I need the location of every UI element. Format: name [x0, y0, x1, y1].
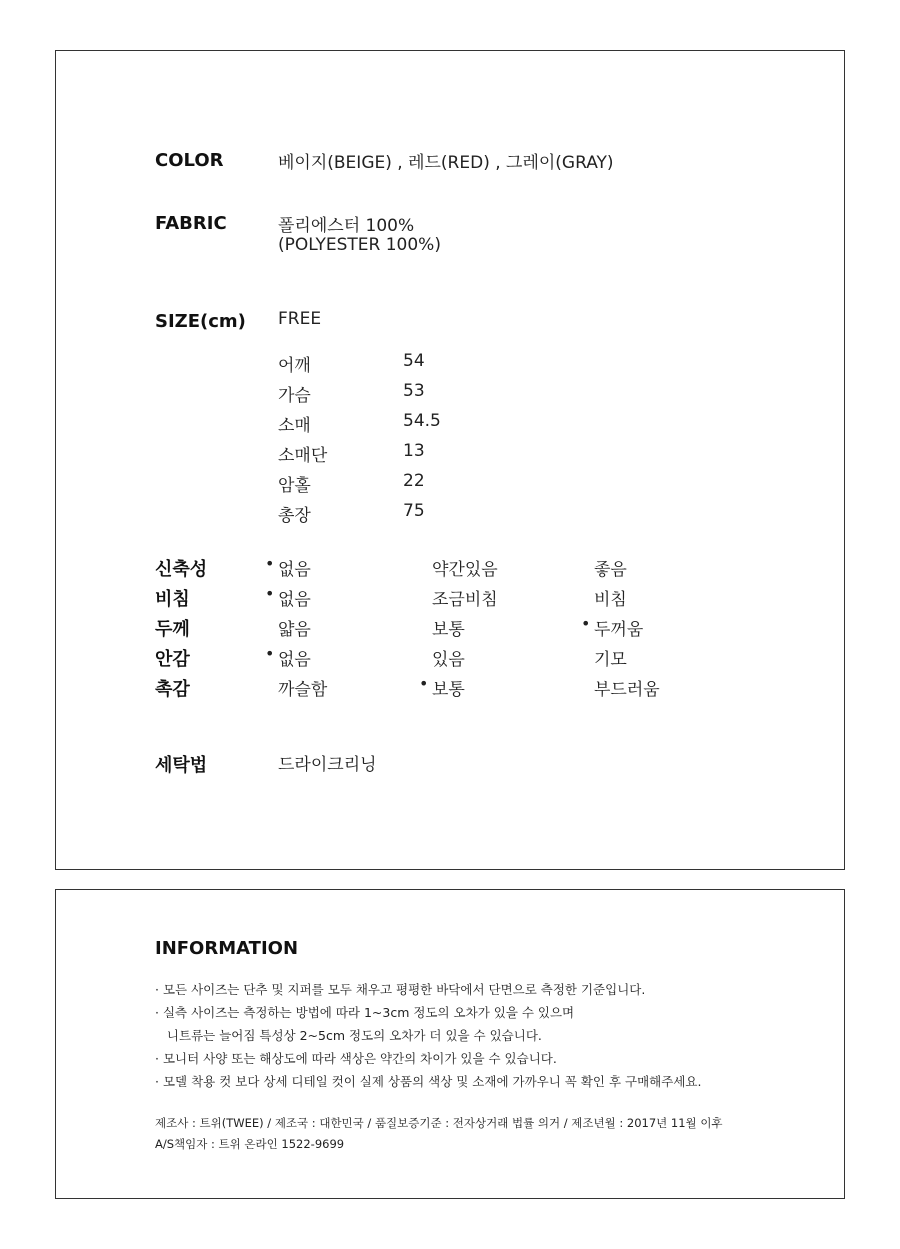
attribute-option: 비침: [594, 590, 627, 610]
attribute-label: 두께: [155, 619, 190, 640]
attribute-label: 신축성: [155, 559, 208, 580]
info-note: · 모델 착용 컷 보다 상세 디테일 컷이 실제 상품의 색상 및 소재에 가까우니 꼭 확인 후 구매해주세요.: [155, 1074, 702, 1089]
attribute-option: 부드러움: [594, 680, 660, 700]
fabric-label: FABRIC: [155, 213, 227, 234]
attribute-option-selected: • 없음: [278, 645, 311, 670]
info-note: 니트류는 늘어짐 특성상 2~5cm 정도의 오차가 더 있을 수 있습니다.: [155, 1028, 542, 1043]
size-value: FREE: [278, 309, 322, 329]
attribute-option: 까슬함: [278, 680, 328, 700]
size-measure: 22: [403, 471, 425, 491]
size-name: 소매: [278, 416, 311, 436]
attribute-option: 기모: [594, 650, 627, 670]
attribute-label: 안감: [155, 649, 190, 670]
size-label: SIZE(cm): [155, 311, 246, 332]
attribute-option-selected: • 없음: [278, 555, 311, 580]
size-name: 소매단: [278, 446, 328, 466]
size-name: 가슴: [278, 386, 311, 406]
attribute-option: 보통: [432, 620, 465, 640]
color-value: 베이지(BEIGE) , 레드(RED) , 그레이(GRAY): [278, 153, 614, 173]
size-measure: 53: [403, 381, 425, 401]
info-note: · 모든 사이즈는 단추 및 지퍼를 모두 채우고 평평한 바닥에서 단면으로 측정한 기준입니다.: [155, 982, 646, 997]
attribute-option-selected: • 보통: [432, 675, 465, 700]
information-panel: [55, 889, 845, 1199]
attribute-option-selected: • 없음: [278, 585, 311, 610]
size-measure: 75: [403, 501, 425, 521]
attribute-option: 약간있음: [432, 560, 498, 580]
attribute-option: 좋음: [594, 560, 627, 580]
product-spec-panel: [55, 50, 845, 870]
fabric-value-line2: (POLYESTER 100%): [278, 235, 441, 255]
attribute-label: 촉감: [155, 679, 190, 700]
info-note: · 모니터 사양 또는 해상도에 따라 색상은 약간의 차이가 있을 수 있습니다.: [155, 1051, 557, 1066]
wash-label: 세탁법: [155, 755, 208, 776]
fabric-value-line1: 폴리에스터 100%: [278, 216, 415, 236]
wash-value: 드라이크리닝: [278, 755, 377, 775]
as-info: A/S책임자 : 트위 온라인 1522-9699: [155, 1137, 345, 1151]
attribute-option: 있음: [432, 650, 465, 670]
size-name: 어깨: [278, 356, 311, 376]
size-name: 암홀: [278, 476, 311, 496]
size-measure: 13: [403, 441, 425, 461]
size-name: 총장: [278, 506, 311, 526]
size-measure: 54: [403, 351, 425, 371]
info-note: · 실측 사이즈는 측정하는 방법에 따라 1~3cm 정도의 오차가 있을 수 있으며: [155, 1005, 575, 1020]
attribute-option: 조금비침: [432, 590, 498, 610]
attribute-option-selected: • 두꺼움: [594, 615, 643, 640]
color-label: COLOR: [155, 150, 224, 171]
information-title: INFORMATION: [155, 938, 299, 959]
size-measure: 54.5: [403, 411, 441, 431]
attribute-label: 비침: [155, 589, 190, 610]
maker-info: 제조사 : 트위(TWEE) / 제조국 : 대한민국 / 품질보증기준 : 전자상거래 법률 의거 / 제조년월 : 2017년 11월 이후: [155, 1116, 723, 1130]
attribute-option: 얇음: [278, 620, 311, 640]
